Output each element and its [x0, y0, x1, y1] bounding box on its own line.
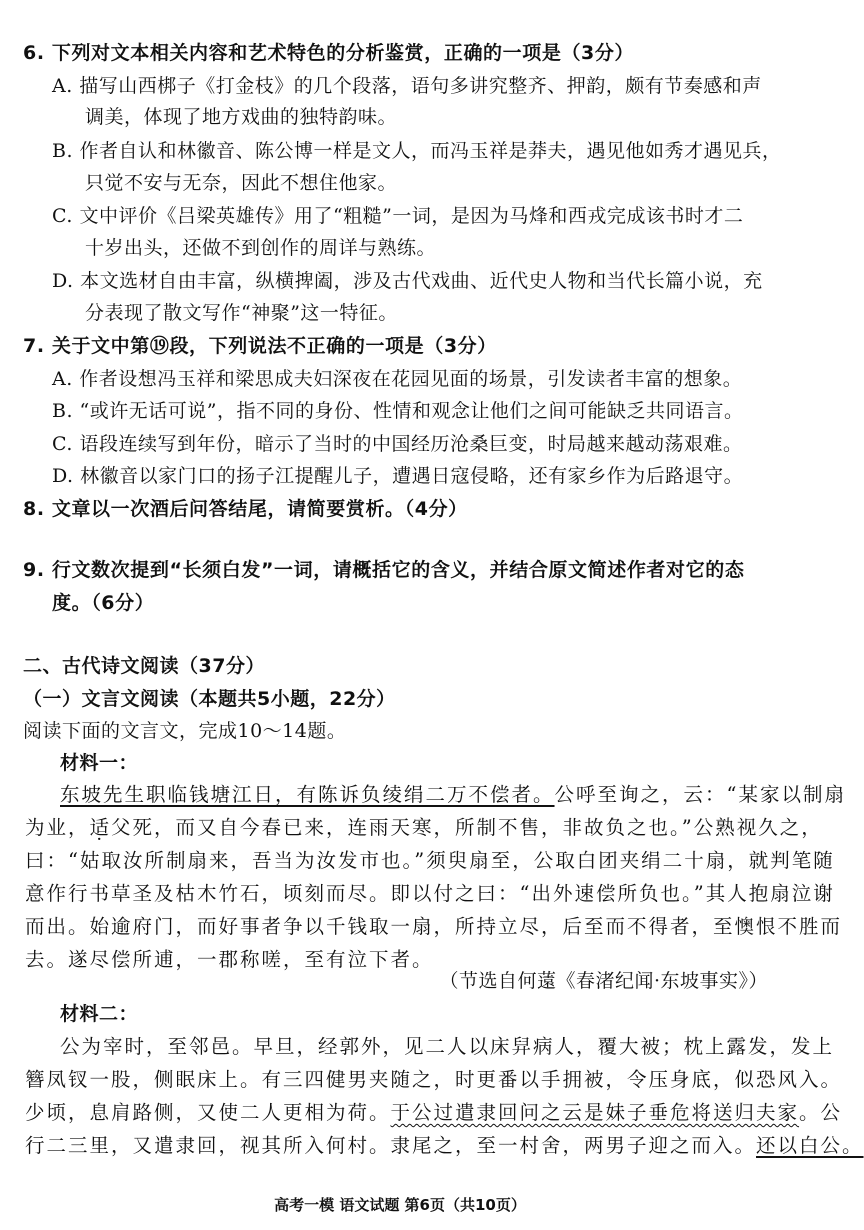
material-1-label: 材料一： [60, 752, 139, 774]
material-1-line-5: 而出。始逾府门，而好事者争以千钱取一扇，所持立尽，后至而不得者，至懊恨不胜而 [25, 915, 843, 938]
text-span: 公呼至询之，云：“某家以制扇 [554, 783, 846, 806]
material-2-line-3 [25, 1100, 842, 1126]
section-2-title: 二、古代诗文阅读（37分） [23, 655, 265, 677]
question-6-option-b: B. 作者自认和林徽音、陈公博一样是文人，而冯玉祥是莽夫，遇见他如秀才遇见兵， [52, 140, 782, 162]
question-7-stem: 7. 关于文中第⑲段，下列说法不正确的一项是（3分） [23, 335, 497, 357]
question-8-stem: 8. 文章以一次酒后问答结尾，请简要赏析。（4分） [23, 498, 468, 520]
question-9-stem-cont: 度。（6分） [52, 592, 155, 614]
emphasis-dot-char: 适 [89, 816, 112, 839]
material-2-line-4 [25, 1133, 864, 1159]
text-span: 。公 [799, 1101, 843, 1124]
question-6-option-c-cont: 十岁出头，还做不到创作的周详与熟练。 [85, 237, 437, 259]
question-7-option-c: C. 语段连续写到年份，暗示了当时的中国经历沧桑巨变，时局越来越动荡艰难。 [52, 433, 743, 455]
question-6-option-c: C. 文中评价《吕梁英雄传》用了“粗糙”一词，是因为马烽和西戎完成该书时才二 [52, 205, 744, 227]
text-span: 为业， [25, 816, 90, 839]
question-7-option-a: A. 作者设想冯玉祥和梁思成夫妇深夜在花园见面的场景，引发读者丰富的想象。 [52, 368, 743, 390]
text-span: 行二三里，又遣隶回，视其所入何村。隶尾之，至一村舍，两男子迎之而入。 [25, 1134, 757, 1157]
material-2-label: 材料二： [60, 1003, 139, 1025]
question-9-stem: 9. 行文数次提到“长须白发”一词，请概括它的含义，并结合原文简述作者对它的态 [23, 559, 745, 581]
section-2-subtitle: （一）文言文阅读（本题共5小题，22分） [23, 688, 396, 710]
question-7-option-b: B. “或许无话可说”，指不同的身份、性情和观念让他们之间可能缺乏共同语言。 [52, 400, 744, 422]
material-2-line-1: 公为宰时，至邻邑。早旦，经郭外，见二人以床舁病人，覆大被；枕上露发，发上 [60, 1035, 835, 1058]
material-1-line-6: 去。遂尽偿所逋，一郡称嗟，至有泣下者。 [25, 948, 434, 971]
question-6-option-a: A. 描写山西梆子《打金枝》的几个段落，语句多讲究整齐、押韵，颇有节奏感和声 [52, 75, 762, 97]
material-2-line-2: 簪凤钗一股，侧眠床上。有三四健男夹随之，时更番以手拥被，令压身底，似恐风入。 [25, 1068, 843, 1091]
text-span: 少顷，息肩路侧，又使二人更相为荷。 [25, 1101, 391, 1124]
section-2-intro: 阅读下面的文言文，完成10～14题。 [23, 720, 347, 742]
underlined-sentence: 东坡先生职临钱塘江日，有陈诉负绫绢二万不偿者。 [60, 783, 555, 806]
text-span: 父死，而又自今春已来，连雨天寒，所制不售，非故负之也。”公熟视久之， [111, 816, 823, 839]
material-1-line-1 [60, 782, 846, 808]
page-footer: 高考一模 语文试题 第6页（共10页） [274, 1196, 526, 1214]
material-1-line-3: 曰：“姑取汝所制扇来，吾当为汝发市也。”须臾扇至，公取白团夹绢二十扇，就判笔随 [25, 849, 835, 872]
material-1-line-2 [25, 815, 823, 841]
material-1-line-4: 意作行书草圣及枯木竹石，顷刻而尽。即以付之曰：“出外速偿所负也。”其人抱扇泣谢 [25, 882, 835, 905]
question-6-option-b-cont: 只觉不安与无奈，因此不想住他家。 [85, 172, 398, 194]
question-6-stem: 6. 下列对文本相关内容和艺术特色的分析鉴赏，正确的一项是（3分） [23, 42, 635, 64]
material-1-source: （节选自何薳《春渚纪闻·东坡事实》） [439, 970, 768, 992]
question-6-option-a-cont: 调美，体现了地方戏曲的独特韵味。 [85, 106, 398, 128]
underlined-sentence: 还以白公。 [756, 1134, 864, 1157]
question-6-option-d: D. 本文选材自由丰富，纵横捭阖，涉及古代戏曲、近代史人物和当代长篇小说，充 [52, 270, 763, 292]
question-6-option-d-cont: 分表现了散文写作“神聚”这一特征。 [85, 302, 398, 324]
question-7-option-d: D. 林徽音以家门口的扬子江提醒儿子，遭遇日寇侵略，还有家乡作为后路退守。 [52, 465, 744, 487]
wavy-underlined-sentence: 于公过遣隶回问之云是妹子垂危将送归夫家 [390, 1101, 800, 1124]
